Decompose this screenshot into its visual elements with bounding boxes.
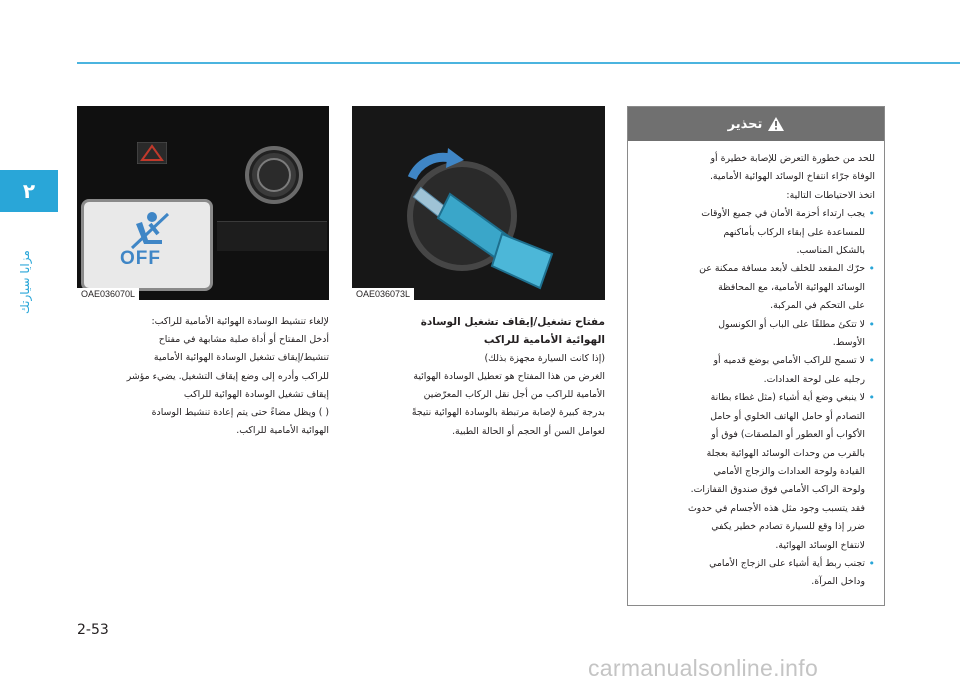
figure-code-middle: OAE036073L: [352, 288, 414, 300]
warning-line: الأوسط.: [832, 337, 865, 349]
section-subheading: (إذا كانت السيارة مجهزة بذلك): [484, 352, 605, 364]
chapter-tab: [0, 170, 58, 212]
warning-item: [637, 260, 875, 315]
warning-line: • يجب ارتداء أحزمة الأمان في جميع الأوقات: [701, 208, 865, 220]
warning-body: [628, 141, 884, 592]
text-line: إيقاف تشغيل الوسادة الهوائية للراكب: [183, 388, 329, 400]
figure-airbag-off-indicator: [77, 106, 329, 300]
warning-line: القيادة ولوحة العدادات والزجاج الأمامي: [713, 465, 865, 477]
warning-item: [637, 205, 875, 260]
text-line: ( ) ويظل مضاءً حتى يتم إعادة تنشيط الوسادة: [151, 407, 329, 419]
key-icon: [352, 106, 605, 300]
warning-line: رجليه على لوحة العدادات.: [763, 373, 865, 385]
warning-line: • لا ينبغي وضع أية أشياء (مثل غطاء بطانة: [710, 392, 865, 404]
text-line: الغرض من هذا المفتاح هو تعطيل الوسادة الهوائية: [413, 371, 605, 383]
warning-line: بالقرب من وحدات الوسائد الهوائية بعجلة: [706, 447, 865, 459]
warning-box: [627, 106, 885, 606]
warning-item: [637, 352, 875, 389]
section-heading: الهوائية الأمامية للراكب: [483, 334, 605, 347]
warning-list: [637, 205, 875, 592]
warning-intro-line: للحد من خطورة التعرض للإصابة خطيرة أو: [710, 153, 875, 164]
button-row: [217, 221, 327, 251]
warning-line: وداخل المرآة.: [811, 576, 865, 588]
figure-key-switch: [352, 106, 605, 300]
text-line: لعوامل السن أو الحجم أو الحالة الطبية.: [452, 425, 605, 437]
warning-intro-line: اتخذ الاحتياطات التالية:: [786, 189, 875, 201]
control-knob-center: [257, 158, 291, 192]
warning-line: • حرّك المقعد للخلف لأبعد مسافة ممكنة عن: [699, 263, 865, 275]
text-line: أدخل المفتاح أو أداة صلبة مشابهة في مفتاح: [158, 334, 329, 346]
warning-item: [637, 555, 875, 592]
warning-line: • لا تتكئ مطلقًا على الباب أو الكونسول: [718, 318, 865, 330]
text-line: لإلغاء تنشيط الوسادة الهوائية الأمامية للراكب:: [151, 316, 329, 327]
warning-line: الأكواب أو العطور أو الملصقات) فوق أو: [711, 429, 865, 441]
warning-header: [628, 107, 884, 141]
warning-line: بالشكل المناسب.: [796, 245, 865, 257]
section-heading: مفتاح تشغيل/إيقاف تشغيل الوسادة: [420, 316, 605, 328]
off-label: OFF: [120, 248, 161, 269]
chapter-number: ٢: [22, 179, 36, 203]
text-line: تنشيط/إيقاف تشغيل الوسادة الهوائية الأمامية: [153, 352, 329, 364]
warning-line: الوسائد الهوائية الأمامية، مع المحافظة: [718, 281, 865, 293]
text-line: الأمامية للراكب من أجل نقل الركاب المعرّضين: [423, 389, 605, 401]
text-line: للراكب وأدره إلى وضع إيقاف التشغيل. يضيء مؤشر: [126, 370, 329, 382]
page-number: 2-53: [77, 622, 109, 638]
figure-code-left: OAE036070L: [77, 288, 139, 300]
warning-triangle-icon: [768, 117, 784, 131]
warning-line: • لا تسمح للراكب الأمامي بوضع قدميه أو: [713, 355, 865, 367]
warning-item: [637, 389, 875, 555]
warning-title: تحذير: [727, 116, 763, 132]
warning-line: ضرر إذا وقع للسيارة تصادم خطير يكفي: [711, 521, 865, 533]
watermark: carmanualsonline.info: [588, 655, 819, 681]
middle-column-text: [352, 313, 605, 441]
text-line: الهوائية الأمامية للراكب.: [236, 425, 329, 437]
hazard-icon: [137, 142, 167, 164]
warning-line: فقد يتسبب وجود مثل هذه الأجسام في حدوث: [687, 502, 865, 514]
warning-item: [637, 316, 875, 353]
text-line: بدرجة كبيرة لإصابة مرتبطة بالوسادة الهوائية نتيجةً: [411, 407, 605, 419]
warning-line: التصادم أو حامل الهاتف الخلوي أو حامل: [710, 410, 865, 422]
indicator-inset: [81, 199, 213, 291]
chapter-title: مزايا سيارتك: [18, 250, 32, 314]
warning-line: لانتفاخ الوسائد الهوائية.: [775, 539, 865, 551]
top-rule: [77, 62, 960, 64]
warning-line: على التحكم في المركبة.: [770, 300, 865, 312]
warning-line: • تجنب ربط أية أشياء على الزجاج الأمامي: [709, 557, 865, 569]
warning-line: للمساعدة على إبقاء الركاب بأماكنهم: [723, 226, 865, 238]
warning-line: ولوحة الراكب الأمامي فوق صندوق القفازات.: [690, 484, 865, 496]
left-column-text: [77, 313, 329, 440]
airbag-off-seat-icon: [128, 210, 172, 250]
warning-intro-line: الوفاة جرّاء انتفاخ الوسائد الهوائية الأمامية.: [709, 171, 875, 183]
